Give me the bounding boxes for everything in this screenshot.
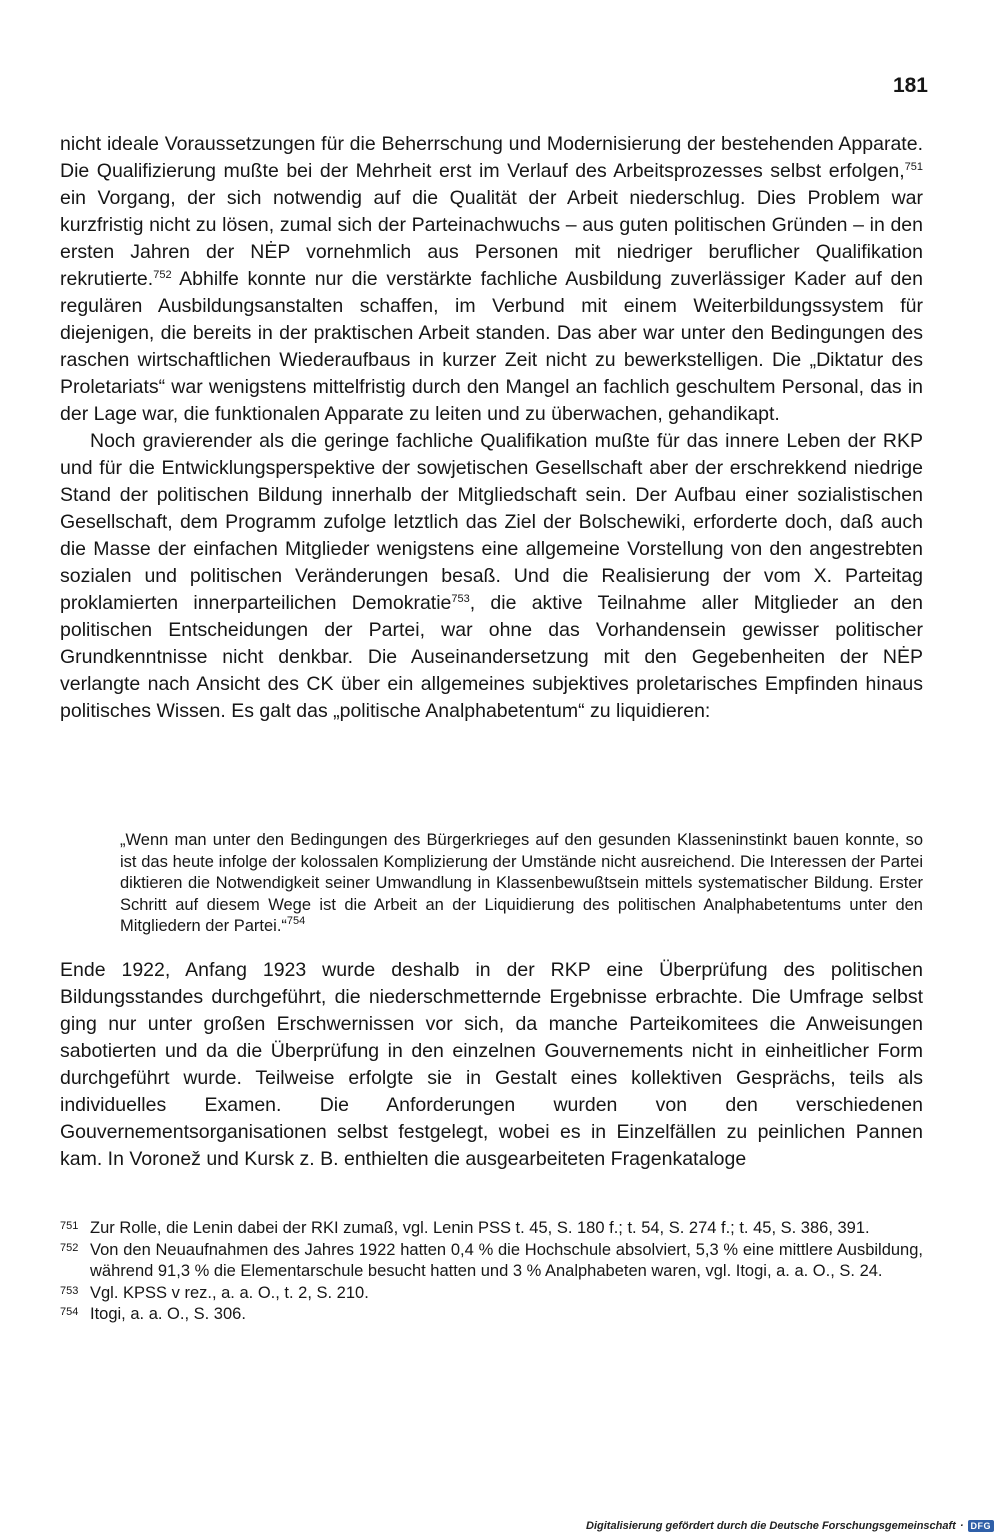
footnote-text: Vgl. KPSS v rez., a. a. O., t. 2, S. 210. [90, 1283, 369, 1302]
text-run: nicht ideale Voraussetzungen für die Beherrschung und Modernisierung der bestehenden Apparate. Die Qualifizierung mußte bei der Mehrheit erst im Verlauf des Arbeitsprozesses selbst erfolgen, [60, 133, 923, 182]
credit-text: Digitalisierung gefördert durch die Deutsche Forschungsgemeinschaft [586, 1520, 956, 1532]
body-text-lower [60, 957, 923, 1173]
dfg-logo-icon: DFG [968, 1520, 995, 1532]
footnote-751 [60, 1218, 923, 1240]
footnote-text: Zur Rolle, die Lenin dabei der RKI zumaß, vgl. Lenin PSS t. 45, S. 180 f.; t. 54, S. 274 f.; t. 45, S. 386, 391. [90, 1219, 870, 1237]
footnote-753 [60, 1283, 923, 1305]
digitization-credit: Digitalisierung gefördert durch die Deutsche Forschungsgemeinschaft · DFG [586, 1520, 994, 1532]
block-quote [120, 830, 923, 938]
paragraph-1 [60, 131, 923, 428]
text-run: Ende 1922, Anfang 1923 wurde deshalb in der RKP eine Überprüfung des politischen Bildungsstandes durchgeführt, die niederschmetternde Ergebnisse erbrachte. Die Umfrage selbst ging nur unter großen Erschwernissen vor sich, da manche Parteikomitees die Anweisungen sabotierten und da die Überprüfung in den einzelnen Gouvernements nicht in einheitlicher Form durchgeführt wurde. Teilweise erfolgte sie in Gestalt eines kollektiven Gesprächs, teils als individuelles Examen. Die Anforderungen wurden von den verschiedenen Gouvernementsorganisationen selbst festgelegt, wobei es in Einzelfällen zu peinlichen Pannen kam. In Voronež und Kursk z. B. enthielten die ausgearbeiteten Fragenkataloge [60, 959, 923, 1170]
footnotes [60, 1218, 923, 1326]
body-text-upper [60, 131, 923, 725]
footnote-752 [60, 1240, 923, 1283]
quote-text: „Wenn man unter den Bedingungen des Bürgerkrieges auf den gesunden Klasseninstinkt bauen konnte, so ist das heute infolge der kolossalen Komplizierung der Umstände nicht ausreichend. Die Interessen der Partei diktieren die Notwendigkeit seiner Umwandlung in Klassenbewußtsein mittels systematischer Bildung. Erster Schritt auf diesem Wege ist die Arbeit an der Liquidierung des politischen Analphabetentums unter den Mitgliedern der Partei.“ [120, 831, 923, 935]
footnote-ref-753[interactable]: 753 [451, 593, 470, 605]
footnote-ref-752[interactable]: 752 [153, 269, 172, 281]
footnote-ref-754[interactable]: 754 [286, 915, 306, 927]
footnote-mark: 752 [60, 1241, 79, 1254]
footnote-text: Itogi, a. a. O., S. 306. [90, 1305, 246, 1323]
footnote-ref-751[interactable]: 751 [904, 161, 923, 173]
footnote-mark: 754 [60, 1306, 79, 1318]
text-run: Noch gravierender als die geringe fachliche Qualifikation mußte für das innere Leben der RKP und für die Entwicklungsperspektive der sowjetischen Gesellschaft aber der erschrekkend niedrige Stand der politischen Bildung innerhalb der Mitgliedschaft sein. Der Aufbau einer sozialistischen Gesellschaft, dem Programm zufolge letztlich das Ziel der Bolschewiki, erforderte doch, daß auch die Masse der einfachen Mitglieder wenigstens eine allgemeine Vorstellung von den angestrebten sozialen und politischen Veränderungen besaß. Und die Realisierung der vom X. Parteitag proklamierten innerparteilichen Demokratie [60, 430, 923, 614]
text-run: , die aktive Teilnahme aller Mitglieder an den politischen Entscheidungen der Partei, war ohne das Vorhandensein gewisser politischer Grundkenntnisse nicht denkbar. Die Auseinandersetzung mit den Gegebenheiten der NĖP verlangte nach Ansicht des CK über ein allgemeines subjektives proletarisches Empfinden hinaus politisches Wissen. Es galt das „politische Analphabetentum“ zu liquidieren: [60, 592, 923, 722]
text-run: Abhilfe konnte nur die verstärkte fachliche Ausbildung zuverlässiger Kader auf den regulären Ausbildungsanstalten schaffen, im Verbund mit einem Weiterbildungssystem für diejenigen, die bereits in der praktischen Arbeit standen. Das aber war unter den Bedingungen des raschen wirtschaftlichen Wiederaufbaus in kurzer Zeit nicht zu bewerkstelligen. Die „Diktatur des Proletariats“ war wenigstens mittelfristig durch den Mangel an fachlich geschultem Personal, das in der Lage war, die funktionalen Apparate zu leiten und zu überwachen, gehandikapt. [60, 268, 923, 425]
footnote-text: Von den Neuaufnahmen des Jahres 1922 hatten 0,4 % die Hochschule absolviert, 5,3 % eine mittlere Ausbildung, während 91,3 % die Elementarschule besucht hatten und 3 % Analphabeten waren, vgl. Itogi, a. a. O., S. 24. [90, 1240, 923, 1280]
page-number: 181 [892, 74, 928, 97]
paragraph-2 [60, 428, 923, 725]
footnote-754 [60, 1304, 923, 1326]
paragraph-3 [60, 957, 923, 1173]
footnote-mark: 751 [60, 1220, 79, 1232]
text-run: ein Vorgang, der sich notwendig auf die Qualität der Arbeit niederschlug. Dies Problem war kurzfristig nicht zu lösen, zumal sich der Parteinachwuchs – aus guten politischen Gründen – in den ersten Jahren der NĖP vornehmlich aus Personen mit niedriger beruflicher Qualifikation rekrutierte. [60, 187, 923, 290]
footnote-mark: 753 [60, 1284, 79, 1297]
